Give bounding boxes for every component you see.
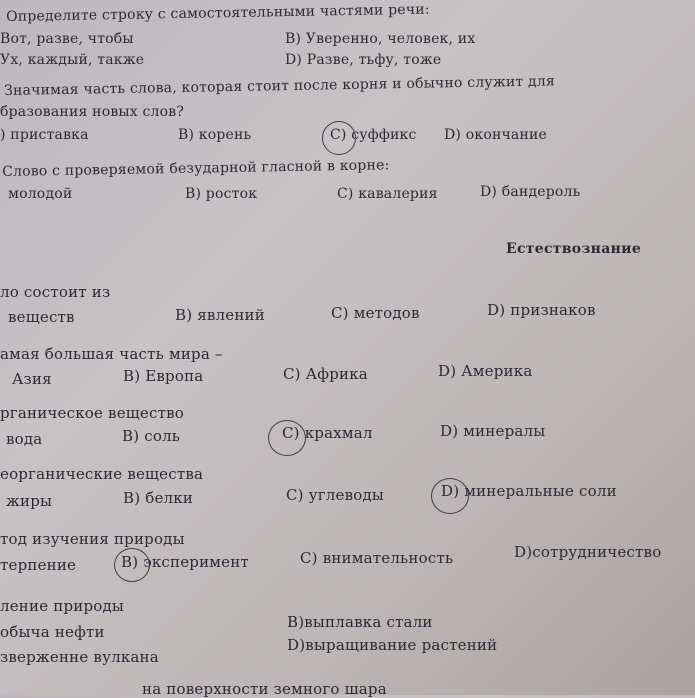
science-answer-3c-circle-mark [268,420,306,456]
science-answer-4b: B) белки [123,489,194,507]
science-question-2: амая большая часть мира – [0,345,223,363]
answer-3a: молодой [8,186,73,202]
science-answer-3a: вода [6,430,43,448]
science-answer-5a: терпение [0,556,77,574]
answer-1c: Ух, каждый, также [0,52,145,68]
science-answer-5b-circle-mark [114,548,150,582]
science-answer-2b: B) Европа [123,367,204,385]
answer-2c-circle-mark [322,121,356,155]
science-answer-2a: Азия [12,370,52,388]
science-answer-2c: C) Африка [283,365,368,383]
science-answer-4d-circle-mark [431,478,469,514]
question-2-line-2: бразования новых слов? [0,104,185,120]
question-3-text: Слово с проверяемой безударной гласной в корне: [1,157,390,180]
science-question-1: ло состоит из [0,283,111,301]
answer-2b: B) корень [178,127,252,143]
answer-3c: C) кавалерия [337,186,438,202]
science-answer-4a: жиры [6,492,53,510]
science-answer-3c: C) крахмал [282,424,373,442]
science-answer-6d: D)выращивание растений [287,636,498,654]
science-answer-6a: обыча нефти [0,623,105,641]
science-answer-6c: зверженне вулкана [0,648,159,666]
answer-2c: C) суффикс [330,127,417,143]
science-answer-1b: B) явлений [175,306,265,324]
science-question-6: ление природы [0,597,125,615]
answer-1d: D) Разве, тьфу, тоже [285,52,442,68]
science-answer-5c: C) внимательность [300,549,454,567]
science-answer-2d: D) Америка [438,362,533,380]
answer-1b: B) Уверенно, человек, их [285,31,476,47]
science-answer-1d: D) признаков [487,301,596,319]
science-answer-3b: B) соль [122,427,181,445]
answer-3b: B) росток [185,186,258,202]
science-question-7-partial: на поверхности земного шара [142,680,387,698]
science-answer-5b: B) эксперимент [121,553,249,571]
science-answer-4c: C) углеводы [286,486,385,504]
science-question-3: рганическое вещество [0,404,184,422]
science-question-5: тод изучения природы [0,530,185,548]
question-2-line-1: Значимая часть слова, которая стоит после корня и обычно служит для [3,73,556,99]
science-answer-3d: D) минералы [440,422,546,440]
answer-1a: Вот, разве, чтобы [0,31,134,47]
science-answer-1a: веществ [8,308,75,326]
section-header-natural-science: Естествознание [506,241,642,257]
science-answer-4d: D) минеральные соли [441,482,617,500]
science-answer-1c: C) методов [331,304,420,322]
answer-3d: D) бандероль [480,184,581,200]
science-question-4: еорганические вещества [0,465,204,483]
answer-2d: D) окончание [444,127,548,143]
science-answer-5d: D)сотрудничество [514,543,662,561]
question-1-text: Определите строку с самостоятельными частями речи: [5,1,430,25]
answer-2a: ) приставка [0,127,89,143]
science-answer-6b: B)выплавка стали [287,613,433,631]
